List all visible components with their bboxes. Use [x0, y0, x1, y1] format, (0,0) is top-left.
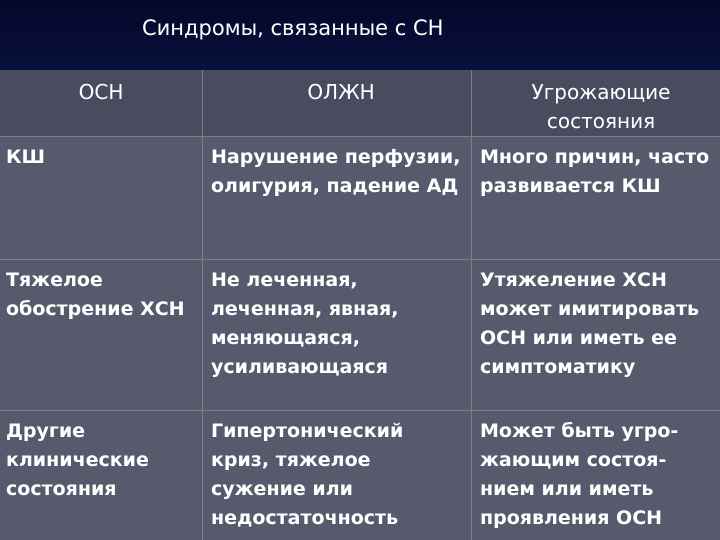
table-header-cell — [472, 70, 720, 136]
row2-col3-text: Утяжеление ХСН может имитировать ОСН или иметь ее симптоматику — [480, 269, 700, 378]
table-cell — [472, 137, 720, 259]
table-header-cell — [0, 70, 202, 136]
row1-col1-text: КШ — [6, 146, 46, 168]
table-cell — [0, 260, 202, 410]
row3-col3-text: Может быть угро-жающим состоя-нием или иметь проявления ОСН — [480, 420, 679, 529]
header-olzhn: ОЛЖН — [307, 80, 375, 104]
table-cell — [472, 260, 720, 410]
row1-col2-text: Нарушение перфузии, олигурия, падение АД — [211, 146, 461, 197]
table-cell — [472, 411, 720, 540]
header-osn: ОСН — [78, 80, 124, 104]
table-cell — [0, 137, 202, 259]
row3-col2-text: Гипертонический криз, тяжелое сужение или недостаточность — [211, 420, 404, 529]
table-cell — [203, 260, 471, 410]
syndromes-table — [0, 70, 720, 540]
table-cell — [0, 411, 202, 540]
table-cell — [203, 137, 471, 259]
row1-col3-text: Много причин, часто развивается КШ — [480, 146, 710, 197]
row3-col1-text: Другие клинические состояния — [6, 420, 149, 500]
row2-col2-text: Не леченная, леченная, явная, меняющаяся, усиливающаяся — [211, 269, 399, 378]
slide-title: Синдромы, связанные с СН — [142, 16, 444, 40]
header-threatening-states: Угрожающие состояния — [531, 80, 671, 133]
row2-col1-text: Тяжелое обострение ХСН — [6, 269, 185, 320]
table-cell — [203, 411, 471, 540]
table-header-cell — [203, 70, 471, 136]
